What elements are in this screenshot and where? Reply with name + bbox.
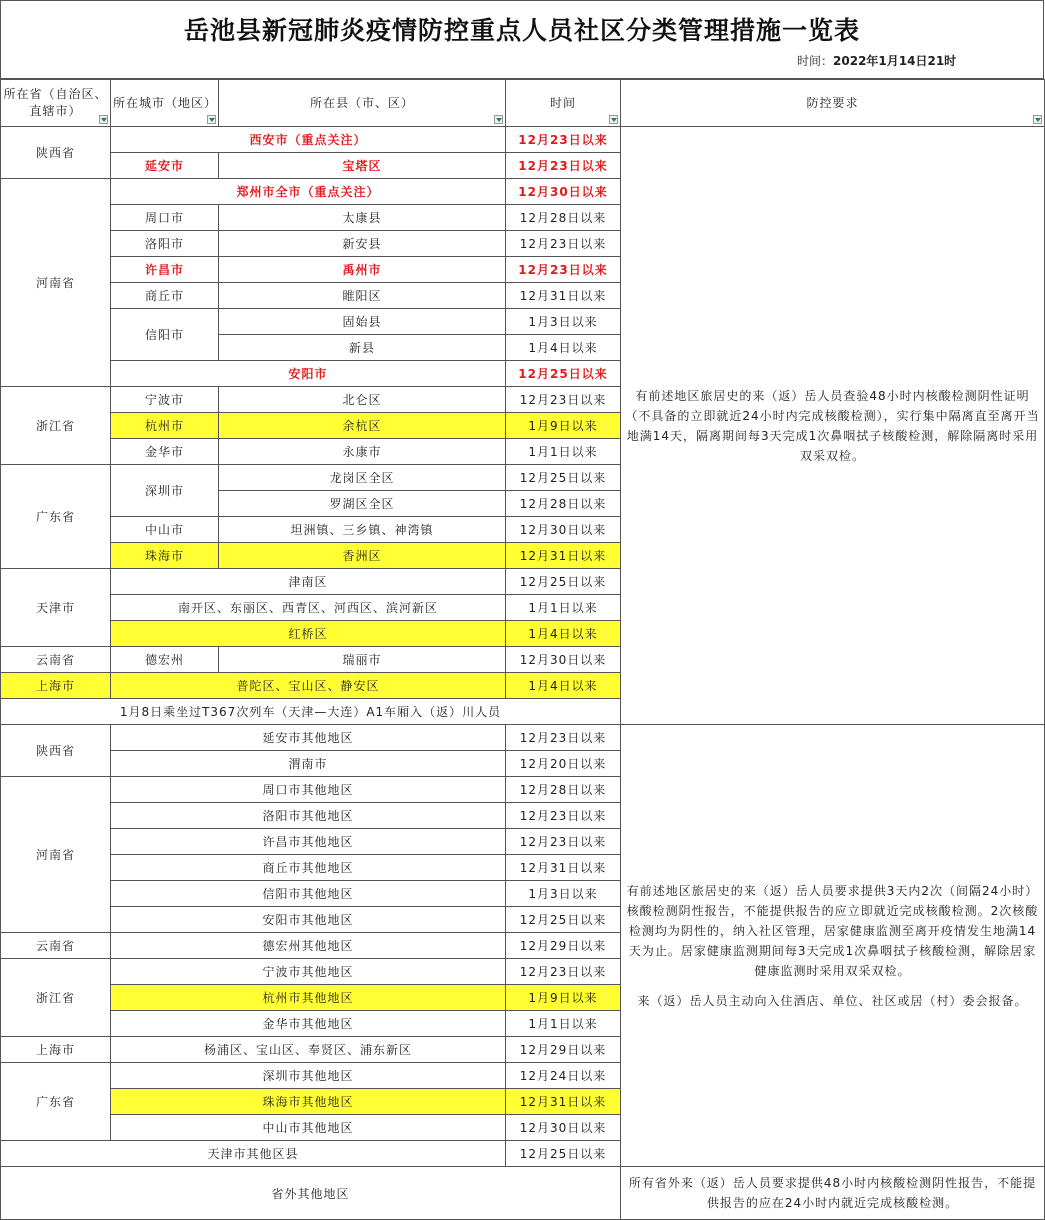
area-cell: 德宏州其他地区 [111, 933, 506, 959]
time-cell: 12月20日以来 [506, 751, 621, 777]
time-cell: 12月23日以来 [506, 127, 621, 153]
requirement-cell: 有前述地区旅居史的来（返）岳人员查验48小时内核酸检测阴性证明（不具备的立即就近24小时内完成核酸检测），实行集中隔离直至离开当地满14天，隔离期间每3天完成1次鼻咽拭子核酸检测，解除隔离时采用双采双检。 [621, 127, 1045, 725]
filter-dropdown-icon[interactable] [207, 115, 216, 124]
county-cell: 坦洲镇、三乡镇、神湾镇 [219, 517, 506, 543]
filter-dropdown-icon[interactable] [609, 115, 618, 124]
county-cell: 余杭区 [219, 413, 506, 439]
province-cell: 天津市 [1, 569, 111, 647]
time-cell: 1月4日以来 [506, 673, 621, 699]
area-cell: 红桥区 [111, 621, 506, 647]
time-cell: 12月25日以来 [506, 569, 621, 595]
city-cell: 金华市 [111, 439, 219, 465]
area-cell: 周口市其他地区 [111, 777, 506, 803]
time-cell: 1月1日以来 [506, 1011, 621, 1037]
city-cell: 洛阳市 [111, 231, 219, 257]
time-cell: 12月23日以来 [506, 153, 621, 179]
county-cell: 新安县 [219, 231, 506, 257]
time-cell: 12月23日以来 [506, 257, 621, 283]
city-cell: 杭州市 [111, 413, 219, 439]
header-province[interactable]: 所在省（自治区、直辖市） [1, 80, 111, 127]
county-cell: 宝塔区 [219, 153, 506, 179]
county-cell: 新县 [219, 335, 506, 361]
page-title: 岳池县新冠肺炎疫情防控重点人员社区分类管理措施一览表 [183, 16, 860, 45]
time-cell: 12月28日以来 [506, 777, 621, 803]
province-cell: 陕西省 [1, 127, 111, 179]
time-cell: 1月1日以来 [506, 439, 621, 465]
province-cell: 陕西省 [1, 725, 111, 777]
time-cell: 12月30日以来 [506, 1115, 621, 1141]
area-cell: 洛阳市其他地区 [111, 803, 506, 829]
area-cell: 中山市其他地区 [111, 1115, 506, 1141]
time-cell: 12月30日以来 [506, 647, 621, 673]
province-cell: 广东省 [1, 465, 111, 569]
area-cell: 深圳市其他地区 [111, 1063, 506, 1089]
province-cell: 上海市 [1, 1037, 111, 1063]
time-cell: 12月31日以来 [506, 1089, 621, 1115]
table-row [1, 725, 1045, 751]
time-cell: 12月25日以来 [506, 1141, 621, 1167]
province-cell: 浙江省 [1, 959, 111, 1037]
time-cell: 12月31日以来 [506, 283, 621, 309]
county-cell: 香洲区 [219, 543, 506, 569]
time-cell: 12月31日以来 [506, 855, 621, 881]
time-cell: 12月25日以来 [506, 907, 621, 933]
filter-dropdown-icon[interactable] [99, 115, 108, 124]
requirement-paragraph: 有前述地区旅居史的来（返）岳人员要求提供3天内2次（间隔24小时）核酸检测阴性报告，不能提供报告的应立即就近完成核酸检测。2次核酸检测均为阴性的，纳入社区管理，居家健康监测至离开疫情发生地满14天为止。居家健康监测期间每3天完成1次鼻咽拭子核酸检测，解除居家健康监测时采用双采双检。 [626, 883, 1039, 978]
area-cell: 天津市其他区县 [1, 1141, 506, 1167]
title-banner [0, 0, 1044, 79]
area-cell: 西安市（重点关注） [111, 127, 506, 153]
header-city[interactable]: 所在城市（地区） [111, 80, 219, 127]
update-timestamp: 时间：2022年1月14日21时 [797, 54, 957, 68]
management-table [0, 79, 1045, 1220]
city-cell: 珠海市 [111, 543, 219, 569]
county-cell: 北仑区 [219, 387, 506, 413]
header-time[interactable]: 时间 [506, 80, 621, 127]
province-cell: 上海市 [1, 673, 111, 699]
area-cell: 许昌市其他地区 [111, 829, 506, 855]
area-cell: 渭南市 [111, 751, 506, 777]
area-cell: 珠海市其他地区 [111, 1089, 506, 1115]
area-cell: 津南区 [111, 569, 506, 595]
county-cell: 睢阳区 [219, 283, 506, 309]
area-cell: 金华市其他地区 [111, 1011, 506, 1037]
area-cell: 宁波市其他地区 [111, 959, 506, 985]
time-cell: 1月1日以来 [506, 595, 621, 621]
city-cell: 许昌市 [111, 257, 219, 283]
city-cell: 德宏州 [111, 647, 219, 673]
time-cell: 1月9日以来 [506, 413, 621, 439]
time-cell: 12月23日以来 [506, 387, 621, 413]
area-cell: 安阳市其他地区 [111, 907, 506, 933]
requirement-cell: 所有省外来（返）岳人员要求提供48小时内核酸检测阴性报告，不能提供报告的应在24小时内就近完成核酸检测。 [621, 1167, 1045, 1220]
city-cell: 周口市 [111, 205, 219, 231]
area-cell: 商丘市其他地区 [111, 855, 506, 881]
time-cell: 12月23日以来 [506, 803, 621, 829]
requirement-cell [621, 725, 1045, 1167]
county-cell: 龙岗区全区 [219, 465, 506, 491]
filter-dropdown-icon[interactable] [494, 115, 503, 124]
time-cell: 1月3日以来 [506, 881, 621, 907]
table-row [1, 1167, 1045, 1220]
area-cell: 南开区、东丽区、西青区、河西区、滨河新区 [111, 595, 506, 621]
county-cell: 固始县 [219, 309, 506, 335]
time-cell: 12月23日以来 [506, 725, 621, 751]
time-cell: 1月4日以来 [506, 621, 621, 647]
county-cell: 罗湖区全区 [219, 491, 506, 517]
time-cell: 12月25日以来 [506, 361, 621, 387]
city-cell: 延安市 [111, 153, 219, 179]
province-cell: 浙江省 [1, 387, 111, 465]
time-cell: 12月30日以来 [506, 517, 621, 543]
time-cell: 12月31日以来 [506, 543, 621, 569]
time-cell: 12月28日以来 [506, 205, 621, 231]
county-cell: 禹州市 [219, 257, 506, 283]
header-requirement[interactable]: 防控要求 [621, 80, 1045, 127]
time-cell: 12月28日以来 [506, 491, 621, 517]
area-cell: 普陀区、宝山区、静安区 [111, 673, 506, 699]
province-cell: 云南省 [1, 933, 111, 959]
time-cell: 12月29日以来 [506, 1037, 621, 1063]
province-cell: 河南省 [1, 179, 111, 387]
time-cell: 12月29日以来 [506, 933, 621, 959]
area-cell: 杨浦区、宝山区、奉贤区、浦东新区 [111, 1037, 506, 1063]
table-row [1, 127, 1045, 153]
county-cell: 太康县 [219, 205, 506, 231]
header-county[interactable]: 所在县（市、区） [219, 80, 506, 127]
city-cell: 深圳市 [111, 465, 219, 517]
area-cell: 信阳市其他地区 [111, 881, 506, 907]
filter-dropdown-icon[interactable] [1033, 115, 1042, 124]
time-cell: 1月3日以来 [506, 309, 621, 335]
province-cell: 广东省 [1, 1063, 111, 1141]
time-cell: 12月23日以来 [506, 829, 621, 855]
requirement-paragraph: 来（返）岳人员主动向入住酒店、单位、社区或居（村）委会报备。 [637, 993, 1028, 1008]
city-cell: 信阳市 [111, 309, 219, 361]
county-cell: 永康市 [219, 439, 506, 465]
header-row [1, 80, 1045, 127]
time-cell: 12月23日以来 [506, 959, 621, 985]
city-cell: 商丘市 [111, 283, 219, 309]
time-cell: 12月25日以来 [506, 465, 621, 491]
area-cell: 延安市其他地区 [111, 725, 506, 751]
time-cell: 12月23日以来 [506, 231, 621, 257]
time-cell: 12月24日以来 [506, 1063, 621, 1089]
province-cell: 云南省 [1, 647, 111, 673]
area-cell: 郑州市全市（重点关注） [111, 179, 506, 205]
city-cell: 中山市 [111, 517, 219, 543]
province-cell: 河南省 [1, 777, 111, 933]
area-cell: 安阳市 [111, 361, 506, 387]
area-cell: 杭州市其他地区 [111, 985, 506, 1011]
train-passenger-cell: 1月8日乘坐过T367次列车（天津—大连）A1车厢入（返）川人员 [1, 699, 621, 725]
city-cell: 宁波市 [111, 387, 219, 413]
area-cell: 省外其他地区 [1, 1167, 621, 1220]
time-cell: 1月4日以来 [506, 335, 621, 361]
time-cell: 1月9日以来 [506, 985, 621, 1011]
time-cell: 12月30日以来 [506, 179, 621, 205]
county-cell: 瑞丽市 [219, 647, 506, 673]
